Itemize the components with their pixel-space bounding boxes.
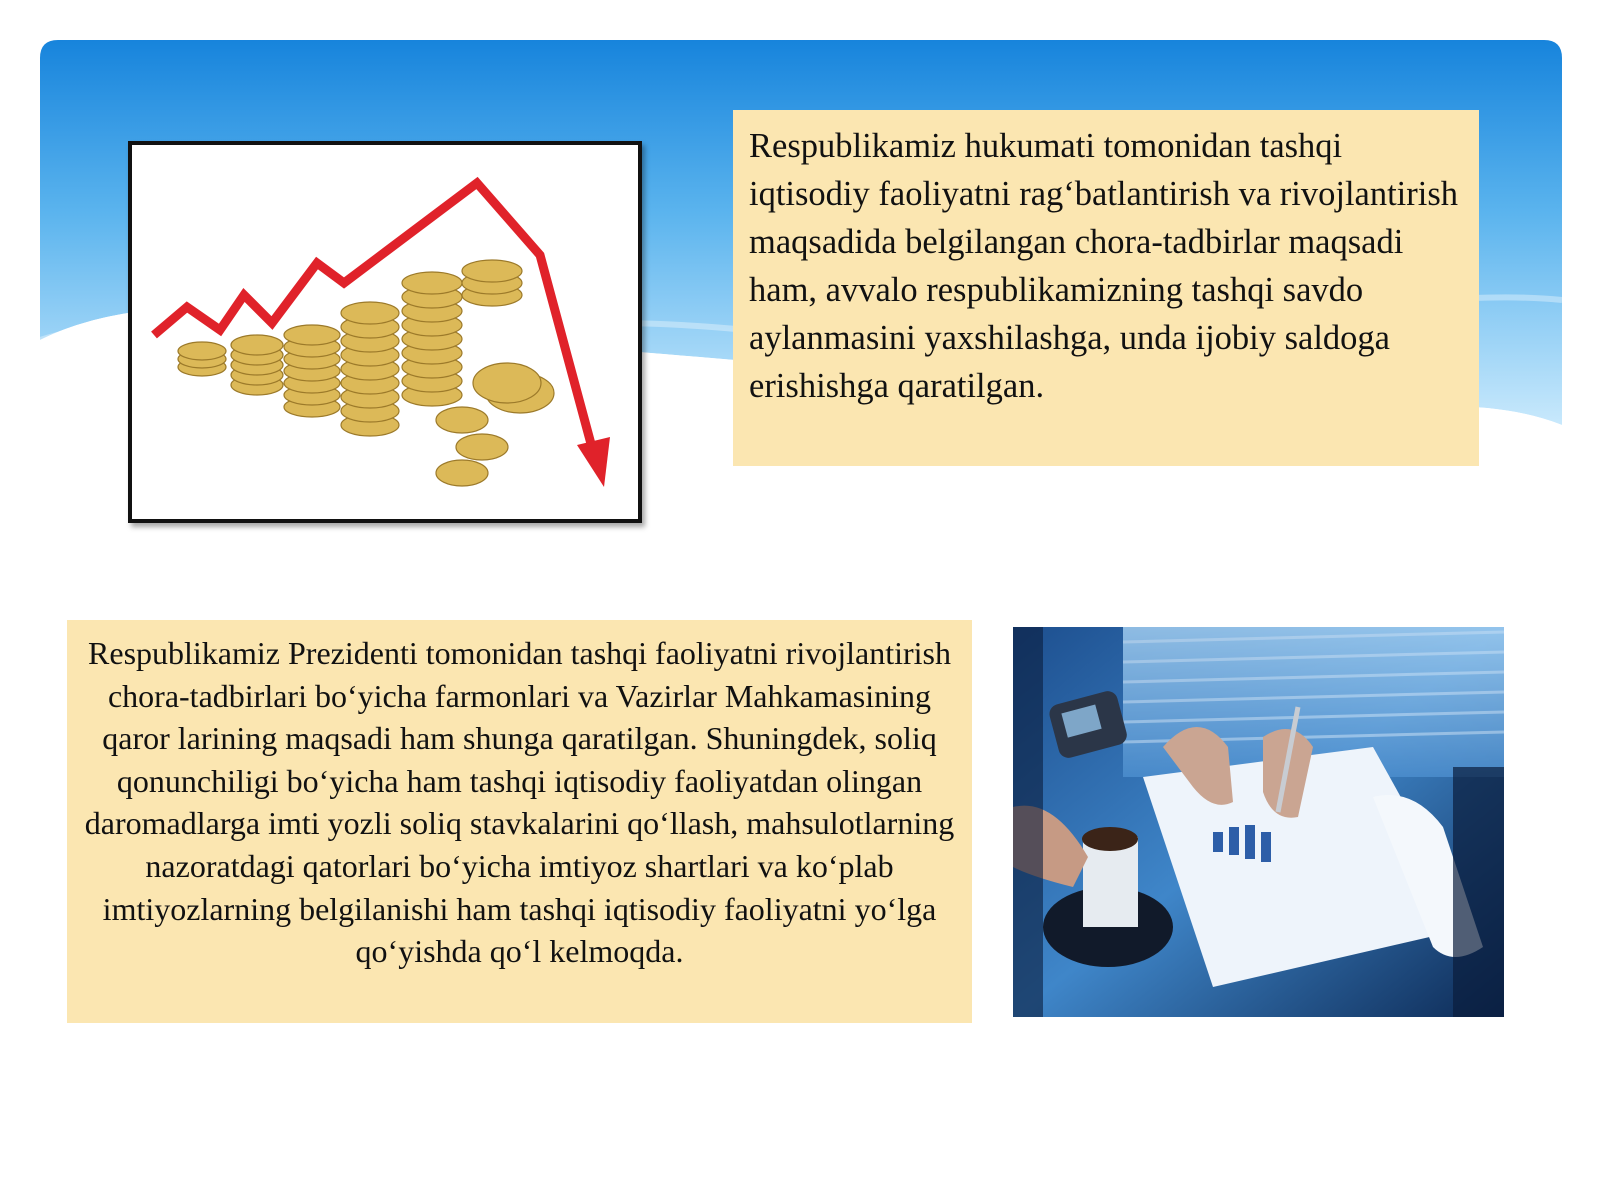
business-meeting-photo [1013, 627, 1504, 1017]
coins-chart-image [128, 141, 642, 523]
coin-stacks [178, 260, 554, 486]
bottom-text-box: Respublikamiz Prezidenti tomonidan tashqi faoliyatni rivojlantirish chora-tadbirlari bo‘yicha farmonlari va Vazirlar Mahkamasining qaror larining maqsadi ham shunga qaratilgan. Shuningdek, soliq qonunchiligi bo‘yicha ham tashqi iqtisodiy faoliyatdan olingan daromadlarga imti yozli soliq stavkalarini qo‘llash, mahsulotlarning nazoratdagi qatorlari bo‘yicha imtiyoz shartlari va ko‘plab imtiyozlarning belgilanishi ham tashqi iqtisodiy faoliyatni yo‘lga qo‘yishda qo‘l kelmoqda. [67, 620, 972, 1023]
top-text-box: Respublikamiz hukumati tomonidan tashqi iqtisodiy faoliyatni rag‘batlantirish va rivojlantirish maqsadida belgilangan chora-tadbirlar maqsadi ham, avvalo respublikamizning tashqi savdo aylanmasini yaxshilashga, unda ijobiy saldoga erishishga qaratilgan. [733, 110, 1479, 466]
